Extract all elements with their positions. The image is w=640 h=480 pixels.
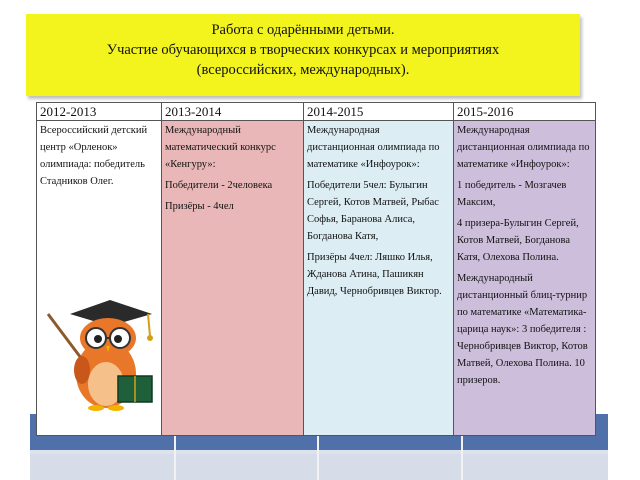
column-paragraph: 4 призера-Булыгин Сергей, Котов Матвей, Богданова Катя, Олехова Полина. xyxy=(457,218,579,263)
title-line-1: Работа с одарёнными детьми. xyxy=(211,22,395,38)
column-year-header: 2012-2013 xyxy=(37,103,161,121)
background-table-row xyxy=(30,454,608,480)
column-paragraph: Победители 5чел: Булыгин Сергей, Котов Матвей, Рыбас Софья, Баранова Алиса, Богданова Катя, xyxy=(307,180,439,242)
column-paragraph: Призёры 4чел: Ляшко Илья, Жданова Атина, Пашикян Давид, Чернобривцев Виктор. xyxy=(307,252,442,297)
column-paragraph: Призёры - 4чел xyxy=(165,201,234,212)
owl-teacher-icon xyxy=(40,292,162,416)
column-2014-2015 xyxy=(303,102,454,436)
column-year-header: 2015-2016 xyxy=(454,103,595,121)
column-paragraph: Международный математический конкурс «Кенгуру»: xyxy=(165,125,276,170)
column-body xyxy=(162,121,303,435)
title-line-2: Участие обучающихся в творческих конкурсах и мероприятиях xyxy=(106,42,500,58)
column-year-header: 2014-2015 xyxy=(304,103,453,121)
column-year-header: 2013-2014 xyxy=(162,103,303,121)
column-body xyxy=(454,121,595,435)
column-paragraph: 1 победитель - Мозгачев Максим, xyxy=(457,180,567,208)
column-paragraph: Победители - 2человека xyxy=(165,180,273,191)
slide-title xyxy=(26,14,580,96)
column-paragraph: Международная дистанционная олимпиада по математике «Инфоурок»: xyxy=(457,125,590,170)
column-paragraph: Международный дистанционный блиц-турнир по математике «Математика- царица наук»: 3 победителя : Чернобривцев Виктор, Котов Матвей, Олехова Полина. 10 призеров. xyxy=(457,273,588,386)
column-2013-2014 xyxy=(161,102,304,436)
column-paragraph: Международная дистанционная олимпиада по математике «Инфоурок»: xyxy=(307,125,440,170)
column-body xyxy=(304,121,453,435)
title-line-3: (всероссийских, международных). xyxy=(196,62,410,78)
column-2015-2016 xyxy=(453,102,596,436)
column-paragraph: Всероссийский детский центр «Орленок» олимпиада: победитель Стадников Олег. xyxy=(40,125,148,187)
